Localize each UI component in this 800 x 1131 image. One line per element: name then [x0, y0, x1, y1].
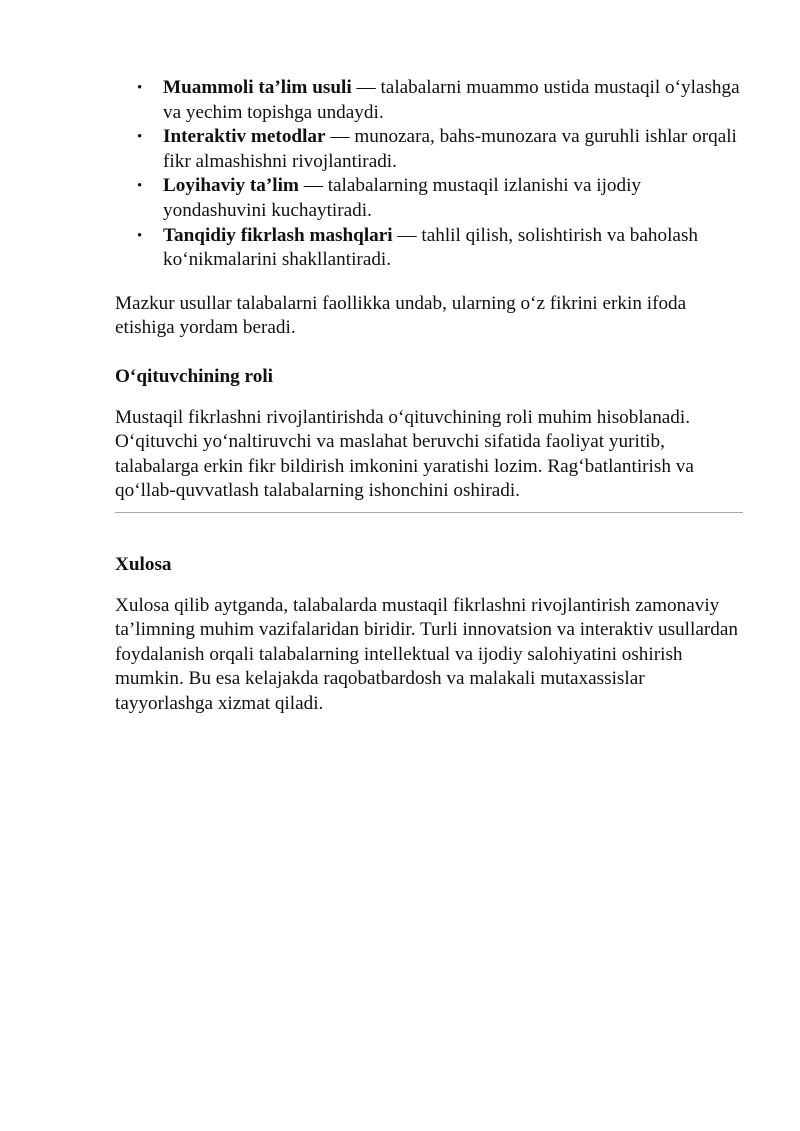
list-item [137, 224, 745, 273]
list-item [137, 174, 745, 223]
methods-list [115, 76, 745, 273]
bullet-icon: • [137, 178, 143, 195]
method-term: Tanqidiy fikrlash mashqlari [163, 224, 393, 246]
conclusion-paragraph: Xulosa qilib aytganda, talabalarda mustaqil fikrlashni rivojlantirish zamonaviy ta’limning muhim vazifalaridan biridir. Turli innovatsion va interaktiv usullardan foydalanish orqali talabalarning intellektual va ijodiy salohiyatini oshirish mumkin. Bu esa kelajakda raqobatbardosh va malakali mutaxassislar tayyorlashga xizmat qiladi. [115, 594, 738, 714]
method-term: Loyihaviy ta’lim [163, 175, 299, 197]
bullet-icon: • [137, 227, 143, 244]
method-description: — talabalarning mustaqil izlanishi va ijodiy yondashuvini kuchaytiradi. [163, 175, 642, 221]
method-term: Muammoli ta’lim usuli [163, 77, 352, 98]
section-heading-teacher-role: O‘qituvchining roli [115, 365, 273, 387]
teacher-role-paragraph: Mustaqil fikrlashni rivojlantirishda o‘qituvchining roli muhim hisoblanadi. O‘qituvchi yo‘naltiruvchi va maslahat beruvchi sifatida faoliyat yuritib, talabalarga erkin fikr bildirish imkonini yaratishi lozim. Rag‘batlantirish va qo‘llab-quvvatlash talabalarning ishonchini oshiradi. [115, 406, 694, 502]
document-content [115, 76, 745, 716]
method-term: Interaktiv metodlar [163, 126, 326, 148]
methods-summary-paragraph: Mazkur usullar talabalarni faollikka undab, ularning o‘z fikrini erkin ifoda etishiga yordam beradi. [115, 292, 687, 339]
bullet-icon: • [137, 129, 143, 146]
bullet-icon: • [137, 80, 143, 96]
horizontal-divider [115, 512, 743, 513]
method-description: — tahlil qilish, solishtirish va baholash ko‘nikmalarini shakllantiradi. [163, 224, 699, 271]
section-heading-conclusion: Xulosa [115, 553, 172, 575]
list-item [137, 125, 745, 174]
list-item [137, 76, 745, 125]
method-description: — munozara, bahs-munozara va guruhli ishlar orqali fikr almashishni rivojlantiradi. [163, 126, 737, 172]
method-description: — talabalarni muammo ustida mustaqil o‘ylashga va yechim topishga undaydi. [163, 77, 740, 123]
